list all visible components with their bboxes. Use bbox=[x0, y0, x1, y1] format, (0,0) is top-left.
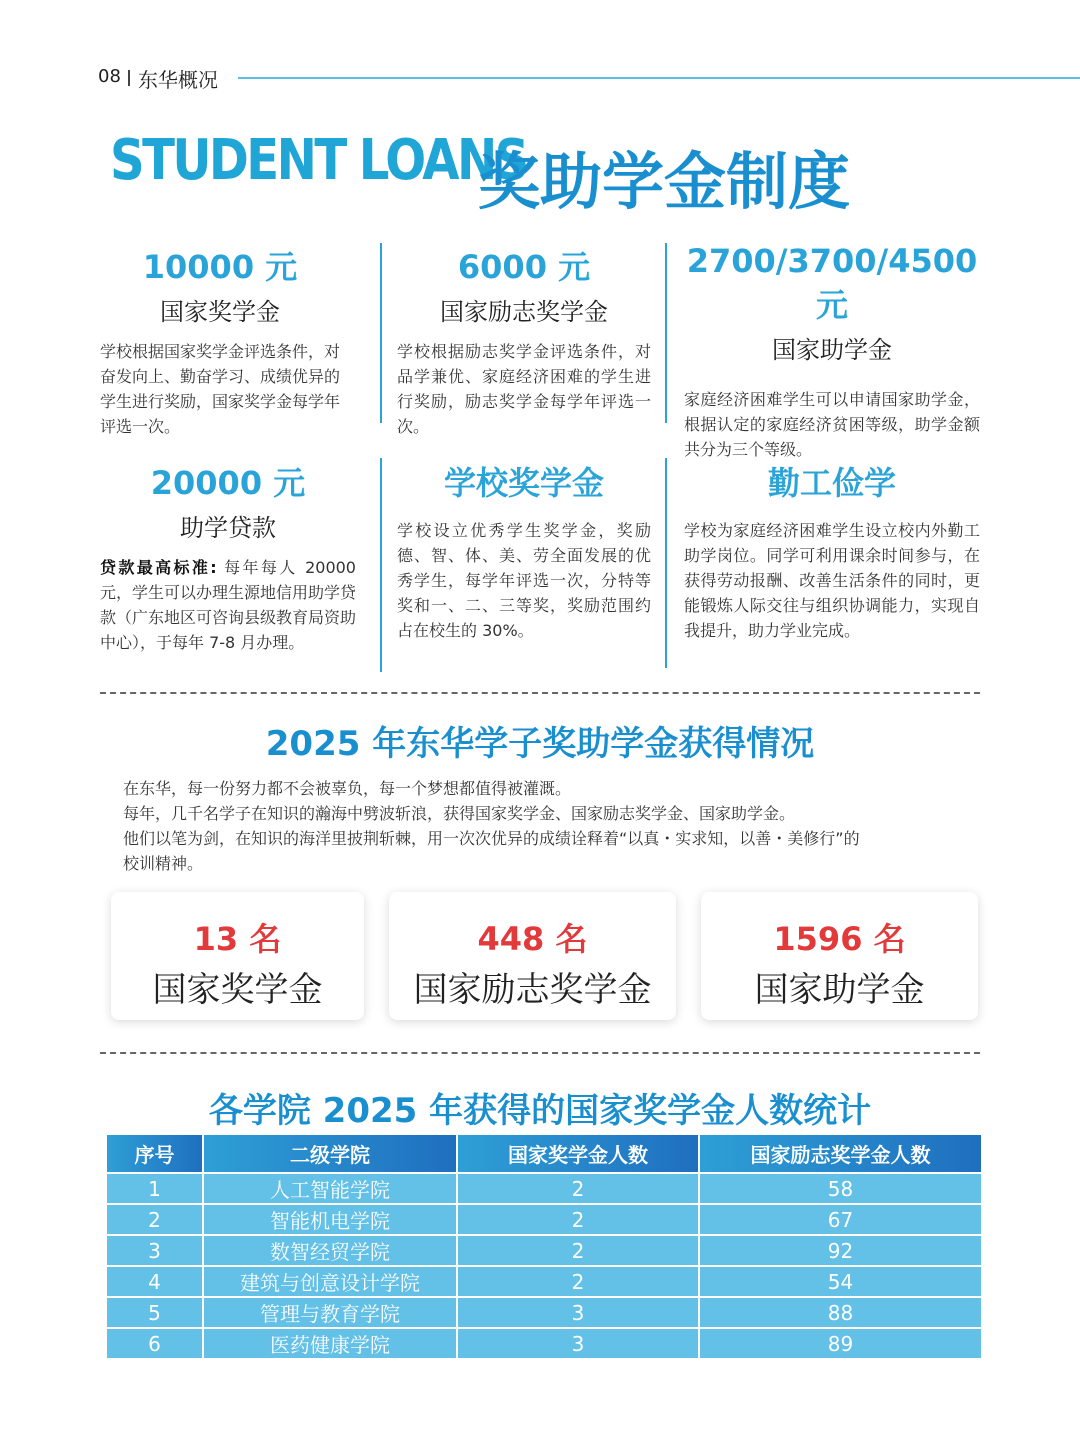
table-cell: 医药健康学院 bbox=[203, 1328, 457, 1358]
cell-amount: 20000 元 bbox=[150, 464, 306, 502]
table-cell: 58 bbox=[699, 1173, 981, 1204]
cell-description: 学校根据国家奖学金评选条件，对奋发向上、勤奋学习、成绩优异的学生进行奖励，国家奖学金每学年评选一次。 bbox=[100, 342, 341, 436]
page-number: 08 bbox=[98, 66, 121, 87]
table-cell: 2 bbox=[457, 1266, 699, 1297]
column-divider bbox=[665, 243, 667, 423]
intro-line: 每年，几千名学子在知识的瀚海中劈波斩浪，获得国家奖学金、国家励志奖学金、国家助学金。 bbox=[123, 804, 796, 823]
table-cell: 人工智能学院 bbox=[203, 1173, 457, 1204]
table-header-cell: 国家奖学金人数 bbox=[457, 1135, 699, 1173]
table-cell: 2 bbox=[457, 1235, 699, 1266]
table-header-cell: 二级学院 bbox=[203, 1135, 457, 1173]
award-label: 国家助学金 bbox=[754, 970, 925, 1010]
header-separator bbox=[128, 70, 130, 86]
section-divider bbox=[100, 1052, 980, 1054]
column-divider bbox=[665, 458, 667, 668]
cell-inspirational-scholarship bbox=[397, 242, 651, 439]
table-row bbox=[107, 1235, 981, 1266]
cell-national-grant bbox=[684, 242, 980, 462]
table-cell: 1 bbox=[107, 1173, 203, 1204]
table-header-cell: 国家励志奖学金人数 bbox=[699, 1135, 981, 1173]
award-card-national-scholarship bbox=[111, 892, 364, 1020]
table-row bbox=[107, 1297, 981, 1328]
cell-description: 学校为家庭经济困难学生设立校内外勤工助学岗位。同学可利用课余时间参与，在获得劳动报酬、改善生活条件的同时，更能锻炼人际交往与组织协调能力，实现自我提升，助力学业完成。 bbox=[684, 521, 980, 640]
table-cell: 54 bbox=[699, 1266, 981, 1297]
award-label: 国家奖学金 bbox=[152, 970, 323, 1010]
cell-name: 国家助学金 bbox=[772, 336, 892, 364]
table-cell: 5 bbox=[107, 1297, 203, 1328]
intro-line: 在东华，每一份努力都不会被辜负，每一个梦想都值得被灌溉。 bbox=[123, 779, 572, 798]
cell-name: 助学贷款 bbox=[180, 514, 276, 542]
cell-description-bold: 贷款最高标准: bbox=[100, 558, 217, 577]
awards-section-title: 2025 年东华学子奖助学金获得情况 bbox=[265, 724, 815, 764]
main-title bbox=[110, 128, 851, 218]
cell-amount: 10000 元 bbox=[142, 248, 298, 286]
table-header-row bbox=[107, 1135, 981, 1173]
table-row bbox=[107, 1204, 981, 1235]
table-cell: 88 bbox=[699, 1297, 981, 1328]
cell-work-study bbox=[684, 458, 980, 643]
table-cell: 管理与教育学院 bbox=[203, 1297, 457, 1328]
column-divider bbox=[380, 458, 382, 672]
table-cell: 89 bbox=[699, 1328, 981, 1358]
table-cell: 6 bbox=[107, 1328, 203, 1358]
section-title: 东华概况 bbox=[138, 68, 218, 92]
stats-section-title: 各学院 2025 年获得的国家奖学金人数统计 bbox=[208, 1091, 872, 1131]
cell-description-text: 每年每人 20000 元，学生可以办理生源地信用助学贷款（广东地区可咨询县级教育局资助中心），于每年 7-8 月办理。 bbox=[100, 558, 357, 652]
cell-name: 国家奖学金 bbox=[160, 298, 280, 326]
cell-national-scholarship bbox=[100, 242, 340, 439]
award-card-inspirational-scholarship bbox=[389, 892, 676, 1020]
main-title-zh: 奖助学金制度 bbox=[478, 145, 851, 218]
section-divider bbox=[100, 692, 980, 694]
table-cell: 建筑与创意设计学院 bbox=[203, 1266, 457, 1297]
table-row bbox=[107, 1173, 981, 1204]
intro-line: 校训精神。 bbox=[123, 854, 204, 873]
award-count: 1596 名 bbox=[773, 920, 906, 958]
cell-amount: 6000 元 bbox=[457, 248, 591, 286]
award-count: 13 名 bbox=[193, 920, 282, 958]
cell-amount: 学校奖学金 bbox=[443, 464, 604, 502]
awards-intro bbox=[123, 776, 983, 876]
cell-description: 家庭经济困难学生可以申请国家助学金，根据认定的家庭经济贫困等级，助学金额共分为三个等级。 bbox=[684, 390, 980, 459]
table-cell: 4 bbox=[107, 1266, 203, 1297]
table-cell: 数智经贸学院 bbox=[203, 1235, 457, 1266]
table-cell: 2 bbox=[457, 1204, 699, 1235]
table-cell: 2 bbox=[457, 1173, 699, 1204]
cell-amount: 勤工俭学 bbox=[767, 464, 896, 502]
table-row bbox=[107, 1328, 981, 1358]
award-card-national-grant bbox=[701, 892, 978, 1020]
table-cell: 2 bbox=[107, 1204, 203, 1235]
stats-table bbox=[107, 1135, 981, 1358]
cell-student-loan bbox=[100, 458, 356, 655]
table-cell: 智能机电学院 bbox=[203, 1204, 457, 1235]
cell-description: 学校根据励志奖学金评选条件，对品学兼优、家庭经济困难的学生进行奖励，励志奖学金每学年评选一次。 bbox=[397, 342, 651, 436]
table-header-cell: 序号 bbox=[107, 1135, 203, 1173]
award-count: 448 名 bbox=[477, 920, 588, 958]
intro-line: 他们以笔为剑，在知识的海洋里披荆斩棘，用一次次优异的成绩诠释着“以真・实求知，以善・美修行”的 bbox=[123, 829, 860, 848]
table-cell: 92 bbox=[699, 1235, 981, 1266]
table-row bbox=[107, 1266, 981, 1297]
table-cell: 3 bbox=[107, 1235, 203, 1266]
cell-description: 学校设立优秀学生奖学金，奖励德、智、体、美、劳全面发展的优秀学生，每学年评选一次，分特等奖和一、二、三等奖，奖励范围约占在校生的 30%。 bbox=[397, 521, 651, 640]
page-header bbox=[98, 64, 1080, 92]
column-divider bbox=[380, 243, 382, 423]
cell-school-scholarship bbox=[397, 458, 651, 643]
award-label: 国家励志奖学金 bbox=[413, 970, 652, 1010]
cell-amount: 2700/3700/4500 元 bbox=[686, 242, 978, 324]
cell-name: 国家励志奖学金 bbox=[440, 298, 608, 326]
table-cell: 67 bbox=[699, 1204, 981, 1235]
header-rule bbox=[238, 77, 1080, 79]
table-cell: 3 bbox=[457, 1297, 699, 1328]
cell-description bbox=[100, 555, 356, 655]
table-cell: 3 bbox=[457, 1328, 699, 1358]
main-title-en: STUDENT LOANS bbox=[110, 128, 527, 193]
